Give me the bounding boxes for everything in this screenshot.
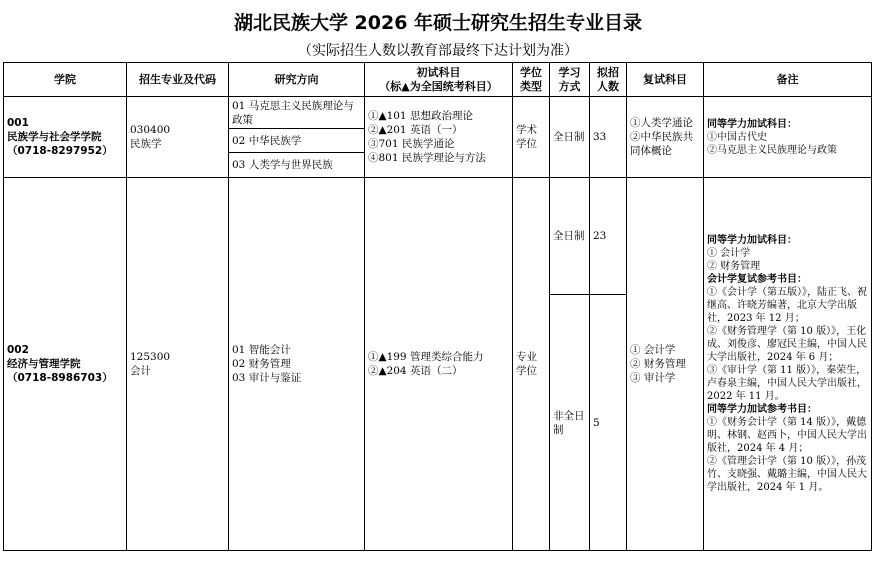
college-cell bbox=[4, 97, 127, 178]
direction-cell bbox=[229, 178, 365, 551]
exam-item: ②▲204 英语（二） bbox=[368, 365, 463, 377]
study-mode-cell: 全日制 bbox=[550, 97, 590, 178]
study-mode-cell: 全日制 bbox=[550, 178, 590, 295]
retest-item: ② 财务管理 bbox=[630, 358, 686, 370]
remarks-item: ②《管理会计学（第 10 版）》，孙茂竹、支晓强、戴璐主编，中国人民大学出版社，2024 年 1 月。 bbox=[707, 456, 867, 493]
direction-item: 03 审计与鉴证 bbox=[232, 372, 302, 384]
college-phone: （0718-8986703） bbox=[7, 372, 113, 384]
college-name: 经济与管理学院 bbox=[7, 358, 81, 370]
remarks-item: ② 财务管理 bbox=[707, 261, 761, 272]
exam-item: ①▲101 思想政治理论 bbox=[368, 110, 473, 122]
remarks-cell bbox=[704, 178, 872, 551]
college-cell bbox=[4, 178, 127, 551]
direction-cell bbox=[229, 153, 365, 178]
remarks-item: ①《财务会计学（第 14 版）》，戴德明、林钢、赵西卜，中国人民大学出版社，2024 年 4 月； bbox=[707, 417, 867, 454]
header-exam-line2: （标▲为全国统考科目） bbox=[379, 79, 498, 93]
header-degree-line2: 类型 bbox=[520, 79, 542, 93]
header-remarks: 备注 bbox=[704, 63, 872, 97]
study-mode-cell: 非全日制 bbox=[550, 295, 590, 551]
retest-item: ②中华民族共同体概论 bbox=[630, 131, 693, 157]
header-degree bbox=[513, 63, 550, 97]
exam-cell bbox=[365, 178, 513, 551]
direction-cell bbox=[229, 129, 365, 153]
major-cell bbox=[127, 97, 229, 178]
header-quota-line2: 人数 bbox=[597, 79, 619, 93]
header-major: 招生专业及代码 bbox=[127, 63, 229, 97]
direction-cell bbox=[229, 97, 365, 129]
exam-cell bbox=[365, 97, 513, 178]
college-code: 001 bbox=[7, 117, 29, 129]
remarks-heading: 同等学力加试参考书目： bbox=[707, 404, 817, 415]
header-mode-line1: 学习 bbox=[558, 65, 581, 79]
direction-item: 03 人类学与世界民族 bbox=[232, 159, 333, 171]
header-quota bbox=[590, 63, 627, 97]
header-college: 学院 bbox=[4, 63, 127, 97]
quota-cell: 5 bbox=[590, 295, 627, 551]
remarks-item: ①中国古代史 bbox=[707, 131, 767, 143]
remarks-item: ③《审计学（第 11 版）》，秦荣生，卢春泉主编，中国人民大学出版社，2022 年 11 月。 bbox=[707, 365, 867, 402]
retest-cell bbox=[627, 178, 704, 551]
major-name: 民族学 bbox=[130, 138, 162, 150]
degree-type-cell: 专业学位 bbox=[513, 178, 550, 551]
remarks-heading: 同等学力加试科目： bbox=[707, 118, 797, 130]
table-row bbox=[4, 178, 872, 295]
quota-cell: 33 bbox=[590, 97, 627, 178]
degree-type-cell: 学术学位 bbox=[513, 97, 550, 178]
remarks-item: ②马克思主义民族理论与政策 bbox=[707, 144, 837, 156]
header-exam bbox=[365, 63, 513, 97]
admissions-table bbox=[3, 62, 872, 551]
page-subtitle: （实际招生人数以教育部最终下达计划为准） bbox=[298, 43, 578, 59]
exam-item: ④801 民族学理论与方法 bbox=[368, 152, 486, 164]
direction-item: 01 马克思主义民族理论与政策 bbox=[232, 99, 354, 126]
direction-item: 02 财务管理 bbox=[232, 358, 291, 370]
remarks-cell bbox=[704, 97, 872, 178]
remarks-heading: 同等学力加试科目： bbox=[707, 235, 797, 246]
header-exam-line1: 初试科目 bbox=[416, 65, 461, 79]
major-code: 125300 bbox=[130, 351, 171, 363]
remarks-item: ②《财务管理学（第 10 版）》，王化成、刘俊彦、廖冠民主编，中国人民大学出版社，2024 年 6 月； bbox=[707, 326, 867, 363]
header-mode bbox=[550, 63, 590, 97]
header-mode-line2: 方式 bbox=[558, 79, 581, 93]
table-row bbox=[4, 97, 872, 129]
exam-item: ②▲201 英语（一） bbox=[368, 124, 463, 136]
retest-cell bbox=[627, 97, 704, 178]
exam-item: ①▲199 管理类综合能力 bbox=[368, 351, 484, 363]
college-code: 002 bbox=[7, 344, 29, 356]
remarks-heading: 会计学复试参考书目： bbox=[707, 274, 807, 285]
college-name: 民族学与社会学学院 bbox=[7, 131, 102, 143]
major-name: 会计 bbox=[130, 365, 151, 377]
header-row bbox=[4, 63, 872, 97]
major-code: 030400 bbox=[130, 124, 171, 136]
header-direction: 研究方向 bbox=[229, 63, 365, 97]
major-cell bbox=[127, 178, 229, 551]
direction-item: 02 中华民族学 bbox=[232, 134, 302, 147]
retest-item: ①人类学通论 bbox=[630, 117, 693, 129]
retest-item: ① 会计学 bbox=[630, 344, 676, 356]
college-phone: （0718-8297952） bbox=[7, 145, 113, 157]
page-title: 湖北民族大学 2026 年硕士研究生招生专业目录 bbox=[233, 12, 643, 34]
quota-cell: 23 bbox=[590, 178, 627, 295]
direction-item: 01 智能会计 bbox=[232, 344, 291, 356]
header-quota-line1: 拟招 bbox=[597, 65, 619, 79]
remarks-item: ①《会计学（第五版）》，陆正飞、祝继高、许晓芳编著，北京大学出版社，2023 年 12 月； bbox=[707, 287, 867, 324]
remarks-item: ① 会计学 bbox=[707, 248, 751, 259]
header-degree-line1: 学位 bbox=[520, 65, 542, 79]
header-retest: 复试科目 bbox=[627, 63, 704, 97]
exam-item: ③701 民族学通论 bbox=[368, 138, 455, 150]
retest-item: ③ 审计学 bbox=[630, 372, 676, 384]
